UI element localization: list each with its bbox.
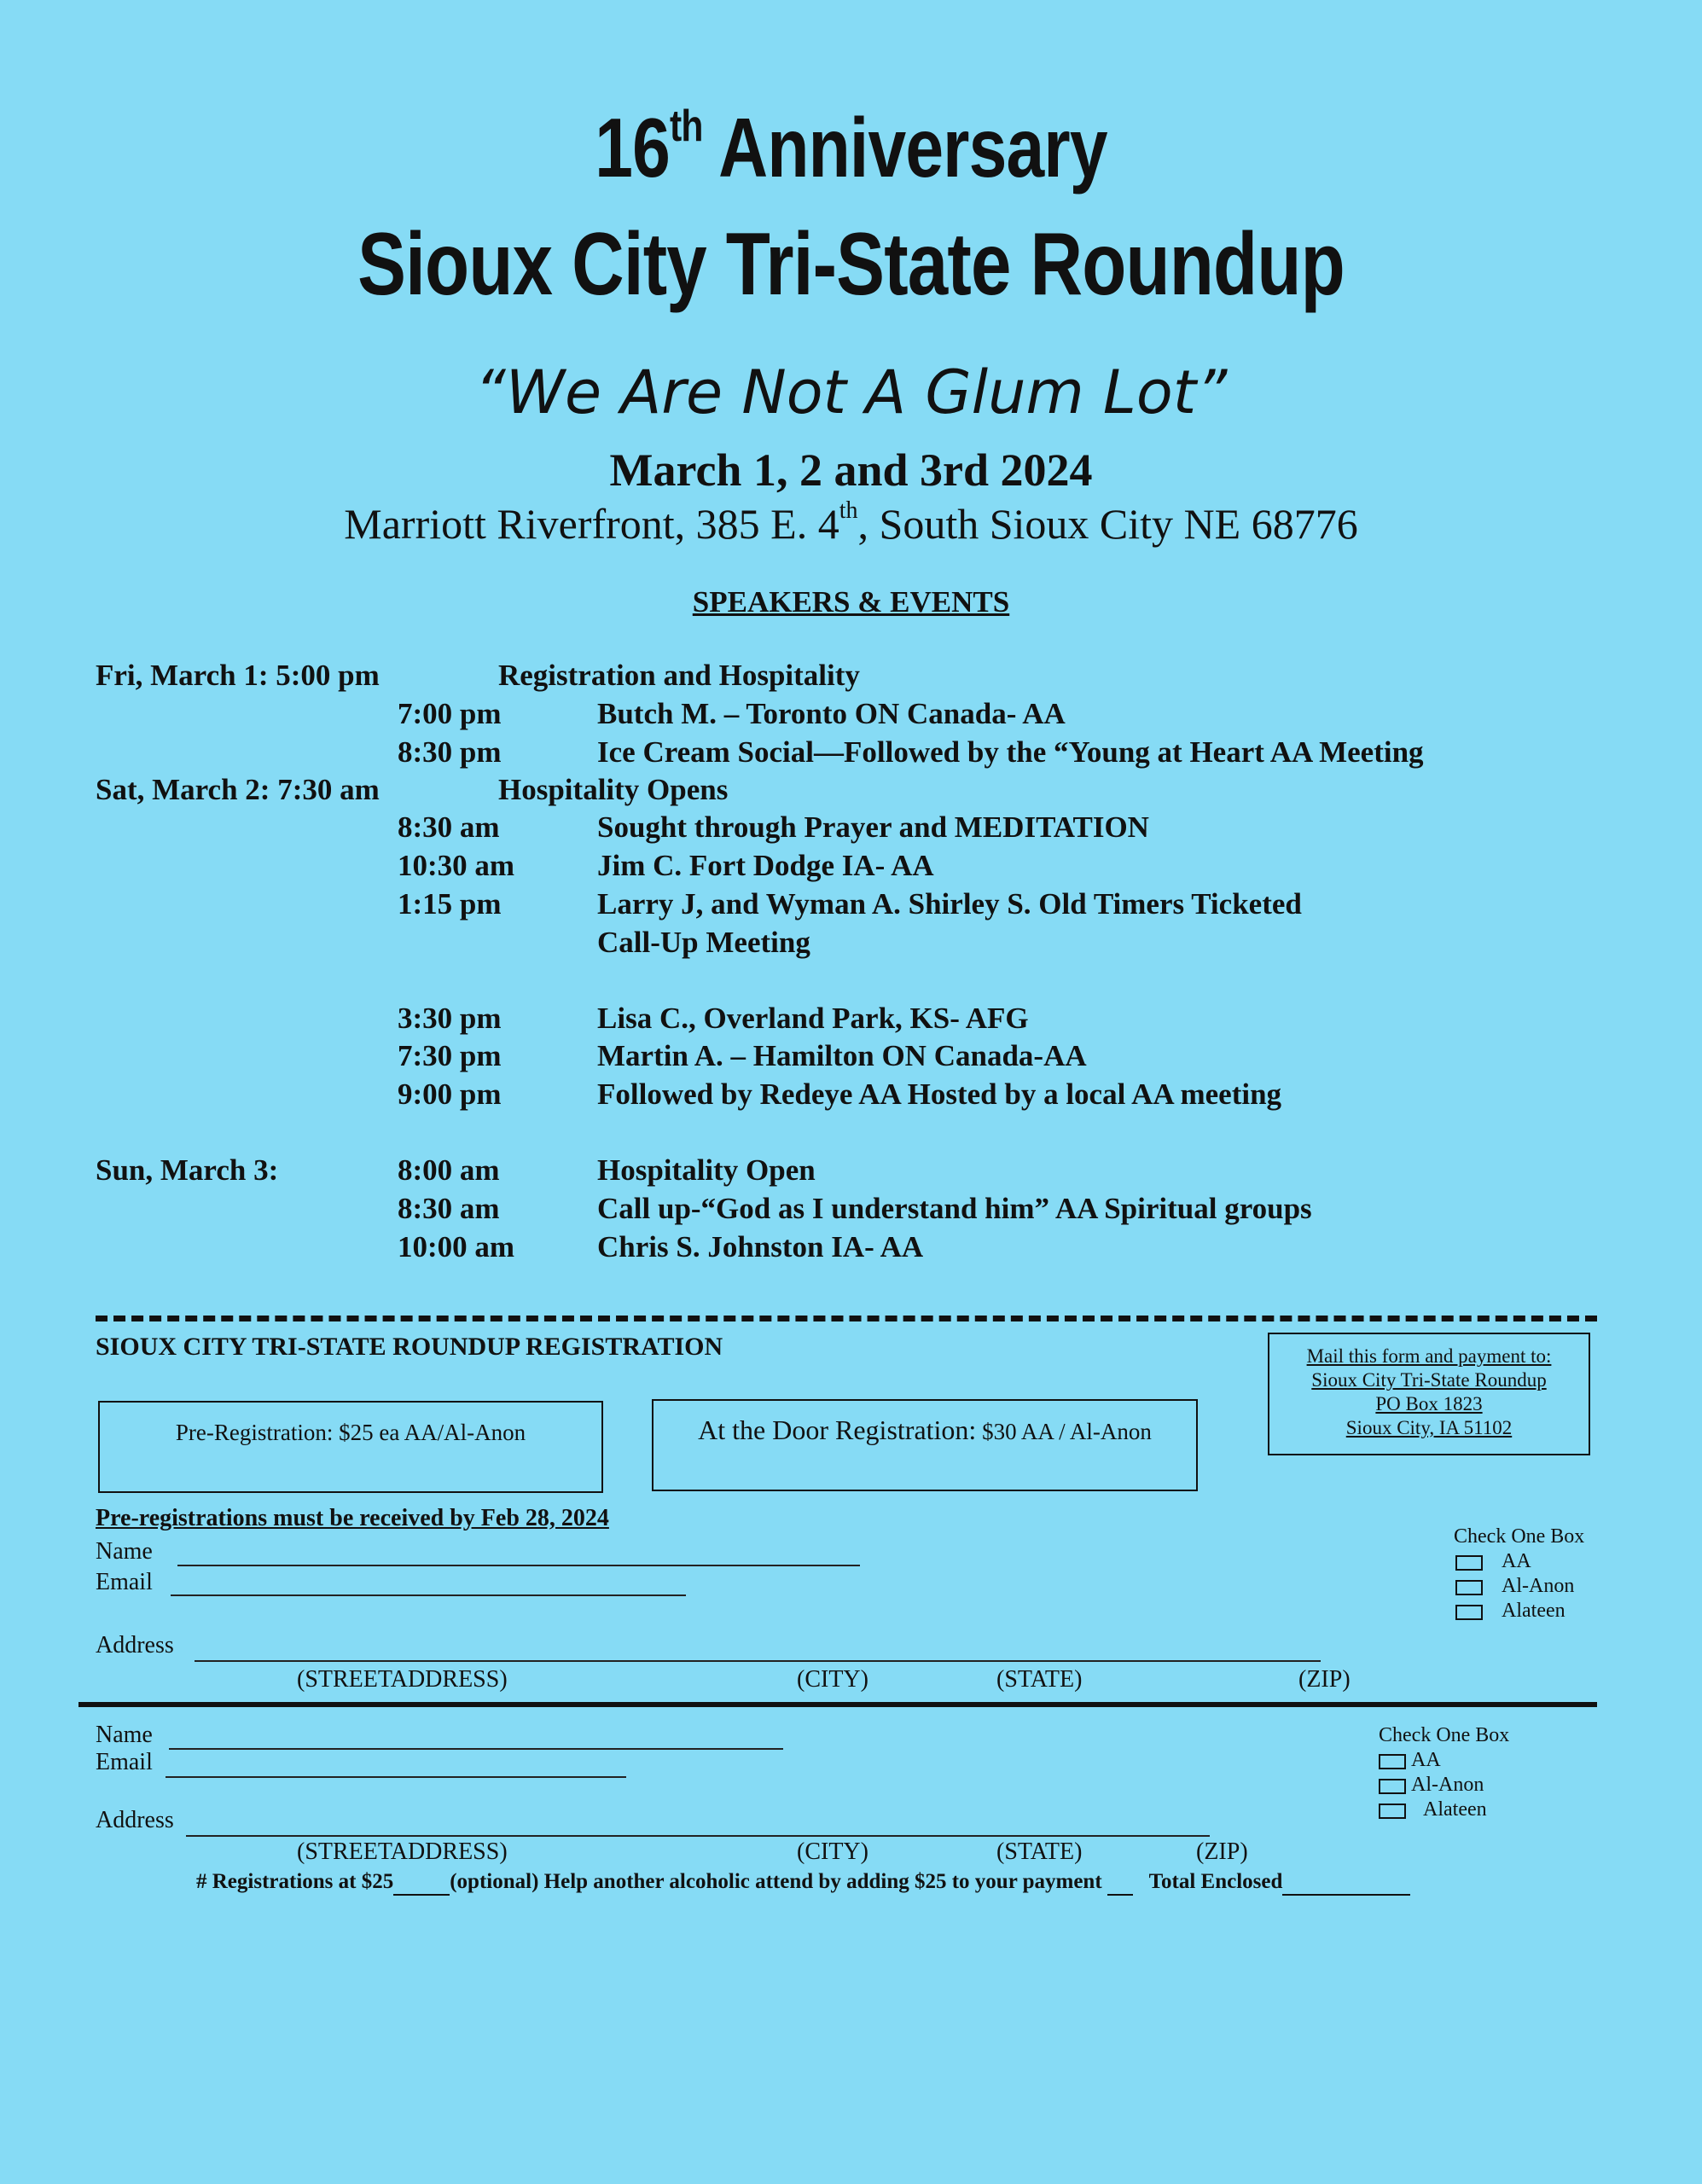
mailing-address-box xyxy=(1268,1333,1590,1455)
checkbox-alateen[interactable] xyxy=(1379,1804,1406,1819)
venue-part-b: , South Sioux City NE 68776 xyxy=(857,500,1358,548)
name-field[interactable] xyxy=(169,1748,783,1750)
anniversary-word: Anniversary xyxy=(718,101,1107,195)
schedule-time: 7:00 pm xyxy=(398,697,502,730)
checkbox-aa[interactable] xyxy=(1455,1555,1483,1571)
donation-label: (optional) Help another alcoholic attend by adding $25 to your payment xyxy=(450,1870,1102,1893)
checkbox-al-anon[interactable] xyxy=(1455,1580,1483,1595)
schedule-event: Martin A. – Hamilton ON Canada-AA xyxy=(597,1039,1087,1072)
schedule-event: Lisa C., Overland Park, KS- AFG xyxy=(597,1002,1029,1035)
schedule-time: 8:30 am xyxy=(398,810,500,844)
registration-title: SIOUX CITY TRI-STATE ROUNDUP REGISTRATION xyxy=(96,1333,723,1361)
schedule-event: Butch M. – Toronto ON Canada- AA xyxy=(597,697,1066,730)
schedule-time: 9:00 pm xyxy=(398,1077,502,1111)
schedule-time: 7:30 pm xyxy=(398,1039,502,1072)
event-venue xyxy=(0,498,1702,549)
city-caption: (CITY) xyxy=(797,1666,868,1693)
email-field[interactable] xyxy=(171,1594,686,1596)
schedule-time: 10:00 am xyxy=(398,1230,515,1263)
check-one-box-label: Check One Box xyxy=(1379,1724,1510,1746)
email-field[interactable] xyxy=(166,1776,626,1778)
checkbox-aa[interactable] xyxy=(1379,1754,1406,1769)
schedule-event: Hospitality Open xyxy=(597,1153,816,1187)
schedule-time: 8:30 am xyxy=(398,1192,500,1225)
registrations-count-label: # Registrations at $25 xyxy=(196,1870,394,1893)
schedule-time: 8:30 pm xyxy=(398,735,502,769)
door-registration-text xyxy=(671,1413,1179,1449)
schedule-time: 3:30 pm xyxy=(398,1002,502,1035)
name-label: Name xyxy=(96,1538,153,1565)
anniversary-number: 16 xyxy=(595,101,671,195)
pre-registration-box xyxy=(98,1401,603,1493)
address-label: Address xyxy=(96,1807,174,1833)
checkbox-label: AA xyxy=(1502,1550,1531,1572)
state-caption: (STATE) xyxy=(996,1666,1083,1693)
email-label: Email xyxy=(96,1569,153,1595)
state-caption: (STATE) xyxy=(996,1838,1083,1865)
totals-line xyxy=(196,1870,1410,1896)
check-one-box-label: Check One Box xyxy=(1454,1525,1585,1548)
mail-line: Mail this form and payment to: xyxy=(1306,1345,1552,1367)
anniversary-heading xyxy=(154,101,1549,195)
cut-line xyxy=(96,1316,1597,1321)
address-field[interactable] xyxy=(195,1660,1321,1662)
door-registration-box xyxy=(652,1399,1198,1491)
street-caption: (STREETADDRESS) xyxy=(297,1838,508,1865)
friday-first-event: Registration and Hospitality xyxy=(498,659,860,692)
total-enclosed-label: Total Enclosed xyxy=(1148,1870,1283,1893)
checkbox-label: Al-Anon xyxy=(1411,1774,1484,1796)
event-title: Sioux City Tri-State Roundup xyxy=(357,215,1345,314)
checkbox-label: AA xyxy=(1411,1749,1441,1771)
separator-line xyxy=(78,1702,1597,1707)
venue-suffix: th xyxy=(839,497,858,524)
address-field[interactable] xyxy=(186,1835,1210,1837)
checkbox-label: Alateen xyxy=(1423,1798,1487,1821)
saturday-day: Sat, March 2: 7:30 am xyxy=(96,773,380,806)
name-label: Name xyxy=(96,1722,153,1748)
schedule-event: Larry J, and Wyman A. Shirley S. Old Timers Ticketed xyxy=(597,887,1302,921)
address-label: Address xyxy=(96,1632,174,1658)
schedule-time: 8:00 am xyxy=(398,1153,500,1187)
schedule-event: Call up-“God as I understand him” AA Spiritual groups xyxy=(597,1192,1312,1225)
schedule-event: Followed by Redeye AA Hosted by a local AA meeting xyxy=(597,1077,1282,1111)
schedule-time: 1:15 pm xyxy=(398,887,502,921)
zip-caption: (ZIP) xyxy=(1298,1666,1351,1693)
schedule-event: Ice Cream Social—Followed by the “Young at Heart AA Meeting xyxy=(597,735,1424,769)
schedule-event: Sought through Prayer and MEDITATION xyxy=(597,810,1149,844)
schedule-event: Call-Up Meeting xyxy=(597,926,810,959)
door-registration-price: $30 AA / Al-Anon xyxy=(976,1419,1152,1444)
sunday-day: Sun, March 3: xyxy=(96,1153,279,1187)
zip-caption: (ZIP) xyxy=(1196,1838,1248,1865)
saturday-first-event: Hospitality Opens xyxy=(498,773,729,806)
schedule-time: 10:30 am xyxy=(398,849,515,882)
name-field[interactable] xyxy=(177,1565,860,1566)
total-enclosed-field[interactable] xyxy=(1282,1870,1410,1896)
checkbox-alateen[interactable] xyxy=(1455,1605,1483,1620)
street-caption: (STREETADDRESS) xyxy=(297,1666,508,1693)
checkbox-label: Al-Anon xyxy=(1502,1575,1575,1597)
mail-line: Sioux City Tri-State Roundup xyxy=(1311,1369,1547,1391)
email-label: Email xyxy=(96,1749,153,1775)
door-registration-label: At the Door Registration: xyxy=(698,1414,977,1445)
mail-line: PO Box 1823 xyxy=(1375,1393,1483,1414)
donation-field[interactable] xyxy=(1107,1870,1133,1896)
city-caption: (CITY) xyxy=(797,1838,868,1865)
registrations-count-field[interactable] xyxy=(393,1870,450,1896)
schedule-event: Jim C. Fort Dodge IA- AA xyxy=(597,849,934,882)
deadline-notice: Pre-registrations must be received by Feb 28, 2024 xyxy=(96,1505,609,1531)
checkbox-al-anon[interactable] xyxy=(1379,1779,1406,1794)
schedule-event: Chris S. Johnston IA- AA xyxy=(597,1230,924,1263)
anniversary-suffix: th xyxy=(670,102,703,151)
event-motto: “We Are Not A Glum Lot” xyxy=(474,357,1228,427)
friday-day: Fri, March 1: 5:00 pm xyxy=(96,659,380,692)
pre-registration-text: Pre-Registration: $25 ea AA/Al-Anon xyxy=(175,1420,526,1445)
mail-line: Sioux City, IA 51102 xyxy=(1345,1417,1513,1438)
event-dates: March 1, 2 and 3rd 2024 xyxy=(609,444,1093,496)
section-title: SPEAKERS & EVENTS xyxy=(692,585,1010,619)
checkbox-label: Alateen xyxy=(1502,1600,1565,1622)
venue-part-a: Marriott Riverfront, 385 E. 4 xyxy=(344,500,839,548)
